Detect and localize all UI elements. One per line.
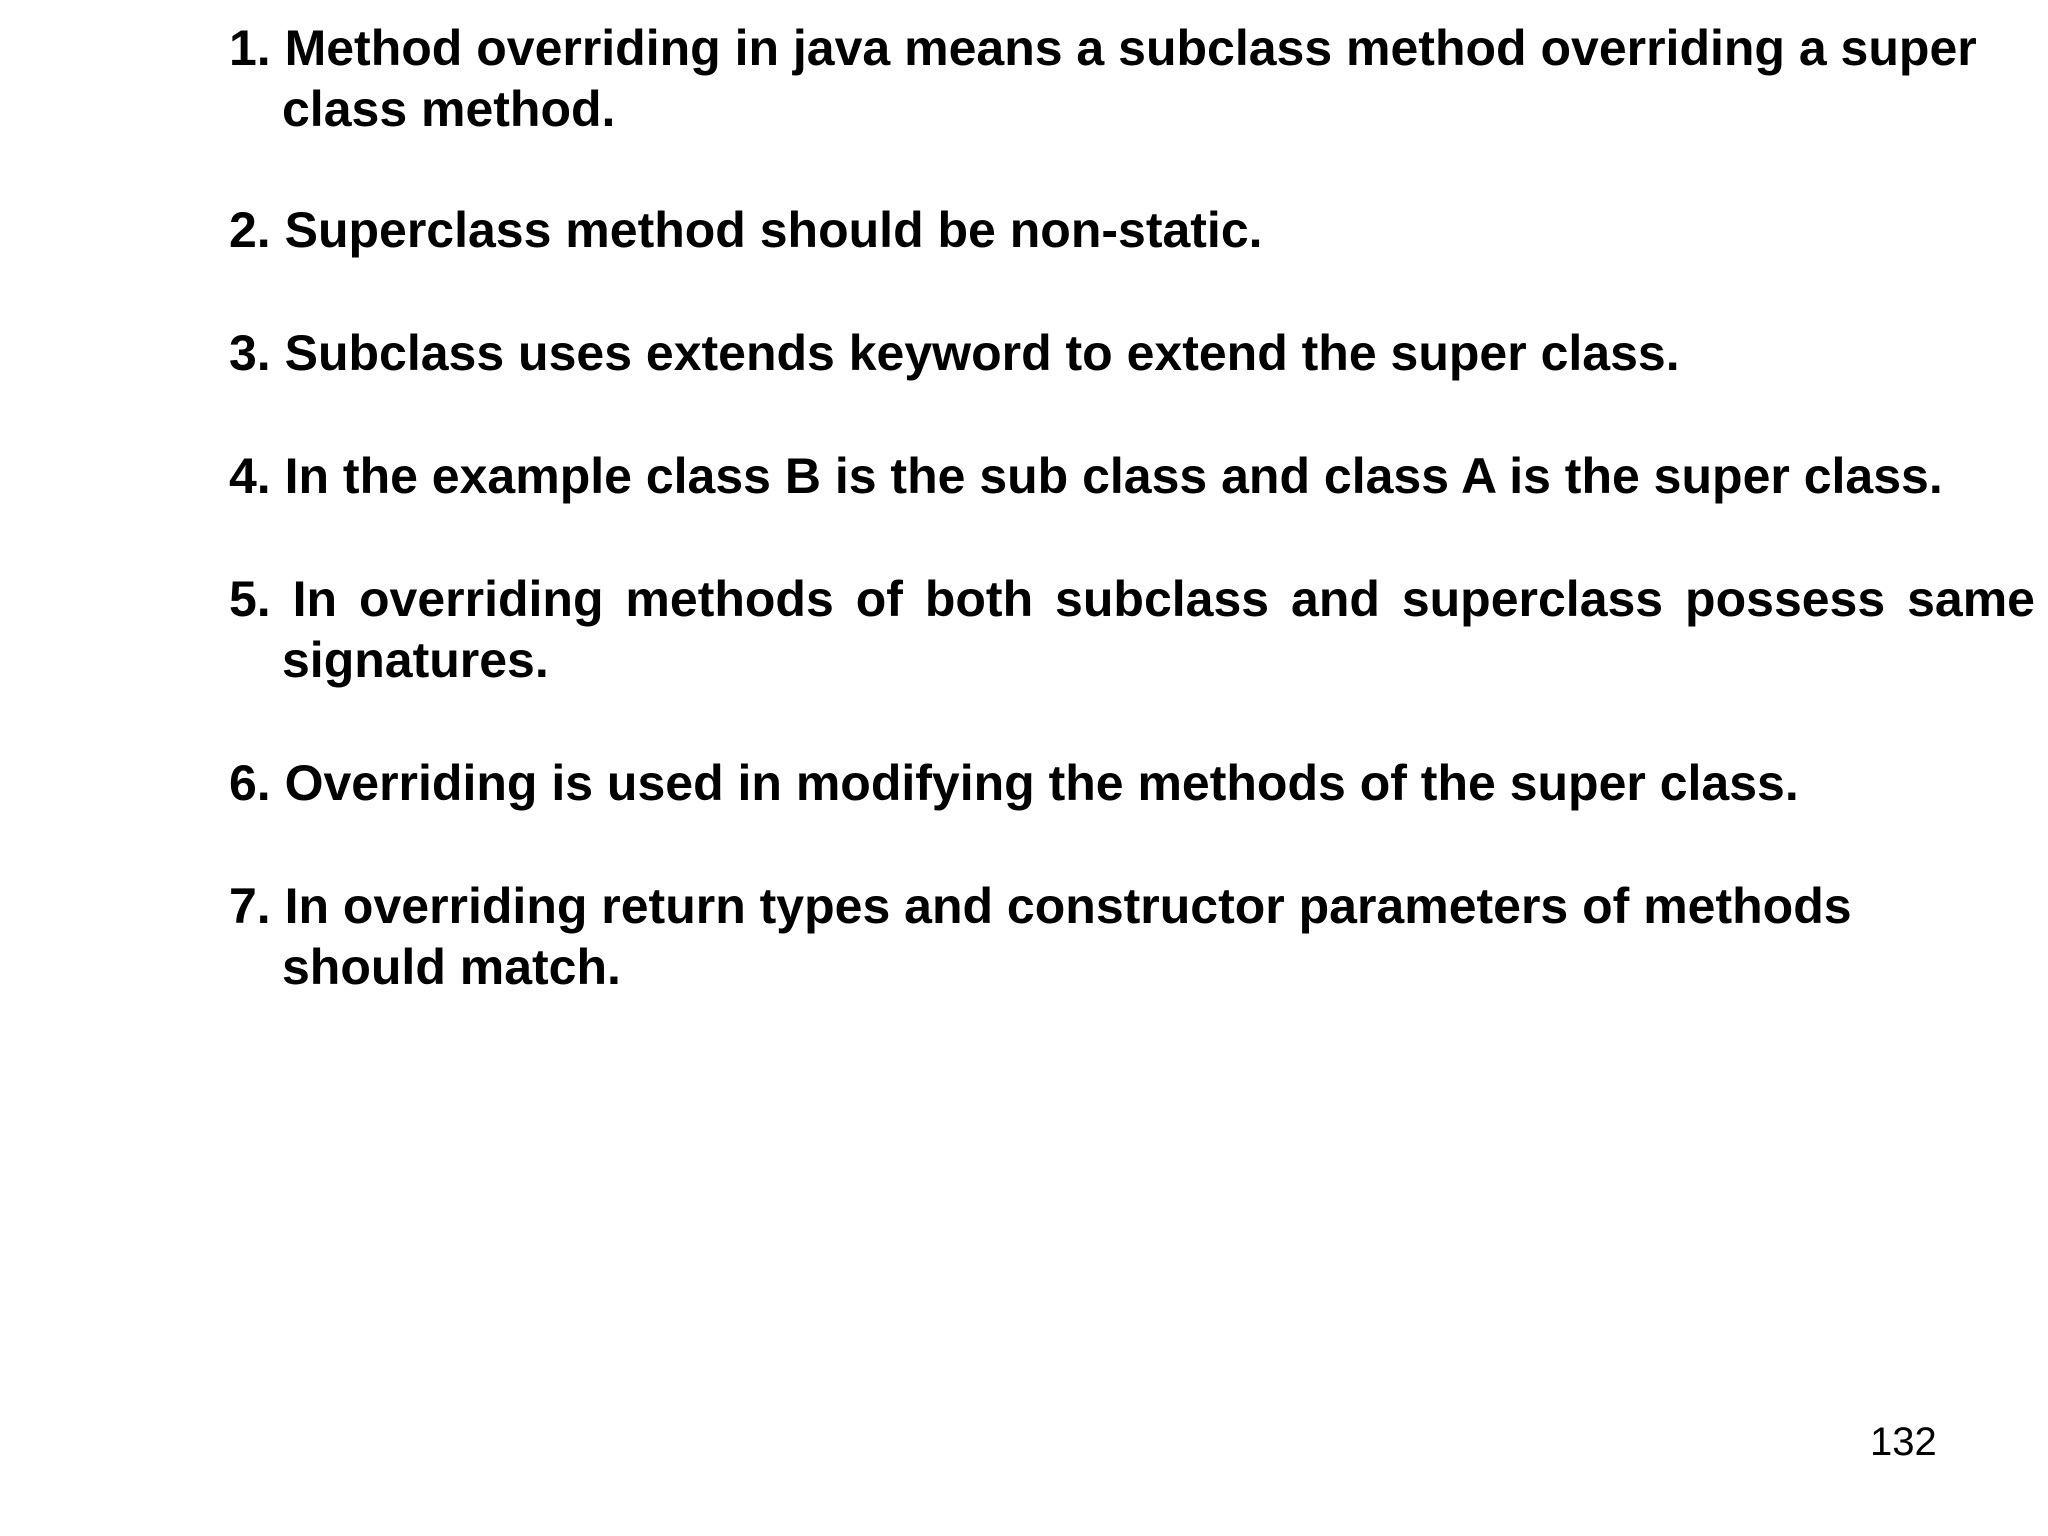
page-number: 132 [1870,1420,1937,1464]
point-7 [229,876,2029,998]
point-4-line-1: 4. In the example class B is the sub class and class A is the super class. [229,448,1943,504]
point-5-line-2: signatures. [282,632,549,688]
point-1-line-2: class method. [282,81,616,137]
point-2 [229,200,2029,261]
point-list [229,18,2035,998]
point-7-line-2: should match. [282,939,621,995]
point-2-line-1: 2. Superclass method should be non-static. [229,202,1263,258]
point-5-line-1: 5. In overriding methods of both subclass and superclass possess same [229,571,2035,627]
point-6 [229,753,2029,814]
point-7-line-1: 7. In overriding return types and constructor parameters of methods [229,878,1852,934]
point-1-line-1: 1. Method overriding in java means a subclass method overriding a super [229,20,1977,76]
point-5 [229,569,2035,691]
point-6-line-1: 6. Overriding is used in modifying the methods of the super class. [229,755,1799,811]
point-1 [229,18,2029,144]
point-3-line-1: 3. Subclass uses extends keyword to extend the super class. [229,325,1680,381]
point-3 [229,323,2029,384]
point-4 [229,446,2029,507]
